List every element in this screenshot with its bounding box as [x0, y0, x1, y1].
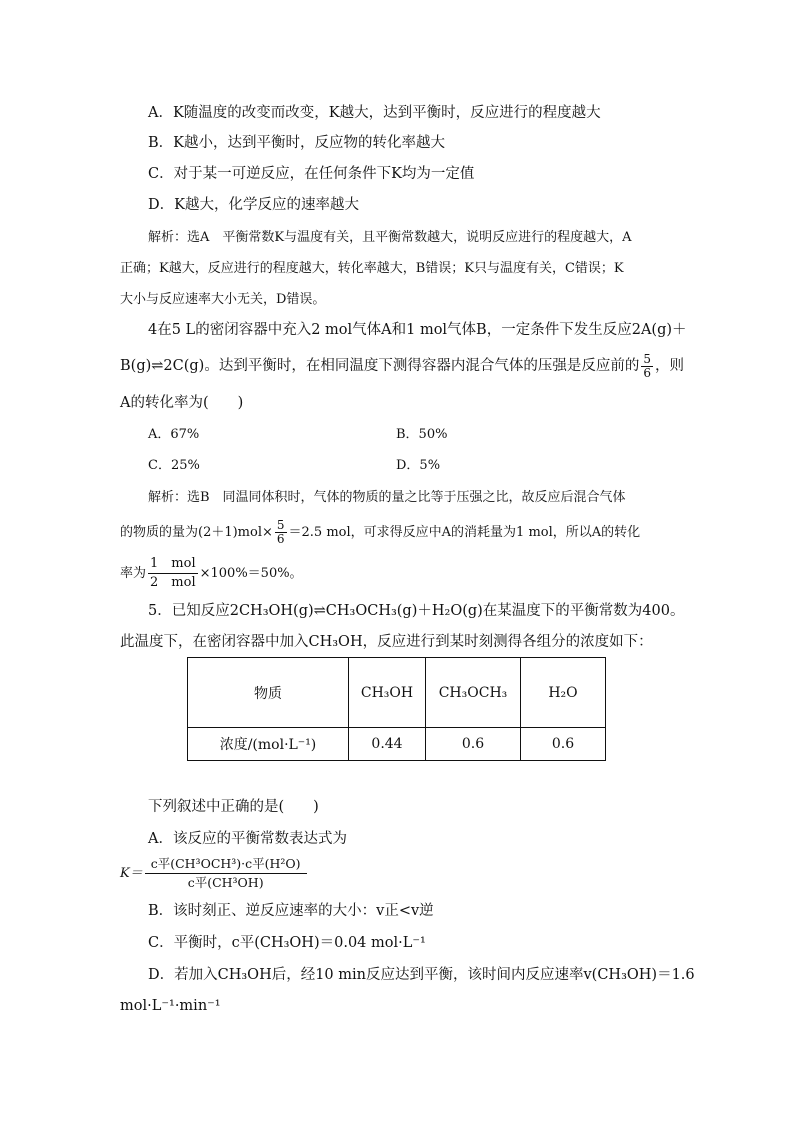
table-header-cell: 物质	[188, 658, 349, 728]
table-header-row	[188, 658, 606, 728]
k-lhs: K＝	[120, 866, 143, 881]
q3-option-a: A．K随温度的改变而改变，K越大，达到平衡时，反应进行的程度越大	[148, 105, 601, 121]
q4-option-b: B．50%	[396, 427, 448, 442]
fraction-numerator: 5	[643, 351, 651, 366]
q4-stem-text: B(g)⇌2C(g)。达到平衡时，在相同温度下测得容器内混合气体的压强是反应前的	[120, 358, 640, 374]
q4-stem-line-1: 4在5 L的密闭容器中充入2 mol气体A和1 mol气体B，一定条件下发生反应2A(g)＋	[148, 322, 687, 338]
table-header-cell: CH₃OH	[349, 658, 426, 728]
q3-analysis-line-3: 大小与反应速率大小无关，D错误。	[120, 292, 326, 307]
fraction-denominator: 6	[643, 365, 651, 380]
q5-option-d-line-1: D．若加入CH₃OH后，经10 min反应达到平衡，该时间内反应速率v(CH₃OH)＝1.6	[148, 967, 695, 983]
q4-analysis-text-end: ×100%＝50%。	[199, 566, 303, 581]
q4-analysis-line-3	[120, 555, 303, 592]
table-cell: 0.44	[349, 728, 426, 761]
table-row	[188, 728, 606, 761]
q4-analysis-fraction-2	[148, 555, 198, 592]
q3-analysis-line-2: 正确；K越大，反应进行的程度越大，转化率越大，B错误；K只与温度有关，C错误；K	[120, 261, 624, 276]
q3-analysis-line-1: 解析：选A 平衡常数K与温度有关，且平衡常数越大，说明反应进行的程度越大，A	[148, 230, 632, 245]
fraction-numerator: 5	[276, 518, 285, 532]
q4-option-d: D．5%	[396, 458, 441, 473]
fraction-numerator: c平(CH³OCH³)·c平(H²O)	[145, 855, 307, 874]
q4-analysis-text: 率为	[120, 566, 147, 581]
q4-analysis-line-1: 解析：选B 同温同体积时，气体的物质的量之比等于压强之比，故反应后混合气体	[148, 490, 626, 505]
q4-stem-fraction	[641, 353, 653, 380]
q5-option-c: C．平衡时，c平(CH₃OH)＝0.04 mol·L⁻¹	[148, 935, 426, 951]
q4-analysis-text: 的物质的量为(2＋1)mol×	[120, 525, 273, 540]
q4-stem-text-end: ，则	[654, 358, 684, 374]
table-cell: 0.6	[426, 728, 521, 761]
q4-stem-line-3: A的转化率为( )	[120, 395, 244, 411]
q3-option-b: B．K越小，达到平衡时，反应物的转化率越大	[148, 135, 445, 151]
q4-analysis-text-end: ＝2.5 mol，可求得反应中A的消耗量为1 mol，所以A的转化	[288, 525, 641, 540]
q4-option-a: A．67%	[148, 427, 200, 442]
table-header-cell: H₂O	[521, 658, 606, 728]
concentration-table	[187, 657, 606, 761]
fraction-denominator: c平(CH³OH)	[187, 875, 264, 890]
q5-option-b: B．该时刻正、逆反应速率的大小：v正<v逆	[148, 903, 434, 919]
q4-analysis-fraction	[275, 519, 287, 546]
q5-k-expression	[120, 852, 309, 896]
q5-option-a: A．该反应的平衡常数表达式为	[148, 831, 347, 847]
table-cell: 0.6	[521, 728, 606, 761]
q5-prompt: 下列叙述中正确的是( )	[148, 799, 319, 815]
fraction-denominator: 6	[276, 532, 285, 546]
q4-option-c: C．25%	[148, 458, 200, 473]
q5-stem-line-2: 此温度下，在密闭容器中加入CH₃OH，反应进行到某时刻测得各组分的浓度如下：	[120, 634, 653, 650]
q3-option-d: D．K越大，化学反应的速率越大	[148, 197, 359, 213]
k-fraction	[145, 855, 307, 892]
fraction-denominator: 2 mol	[150, 575, 196, 590]
fraction-numerator: 1 mol	[148, 555, 198, 574]
q5-stem-line-1: 5．已知反应2CH₃OH(g)⇌CH₃OCH₃(g)＋H₂O(g)在某温度下的平衡常数为400。	[148, 603, 685, 619]
q4-analysis-line-2	[120, 516, 640, 550]
q5-option-d-line-2: mol·L⁻¹·min⁻¹	[120, 998, 221, 1014]
table-cell: 浓度/(mol·L⁻¹)	[188, 728, 349, 761]
table-header-cell: CH₃OCH₃	[426, 658, 521, 728]
q3-option-c: C．对于某一可逆反应，在任何条件下K均为一定值	[148, 166, 475, 182]
q4-stem-line-2	[120, 349, 684, 383]
